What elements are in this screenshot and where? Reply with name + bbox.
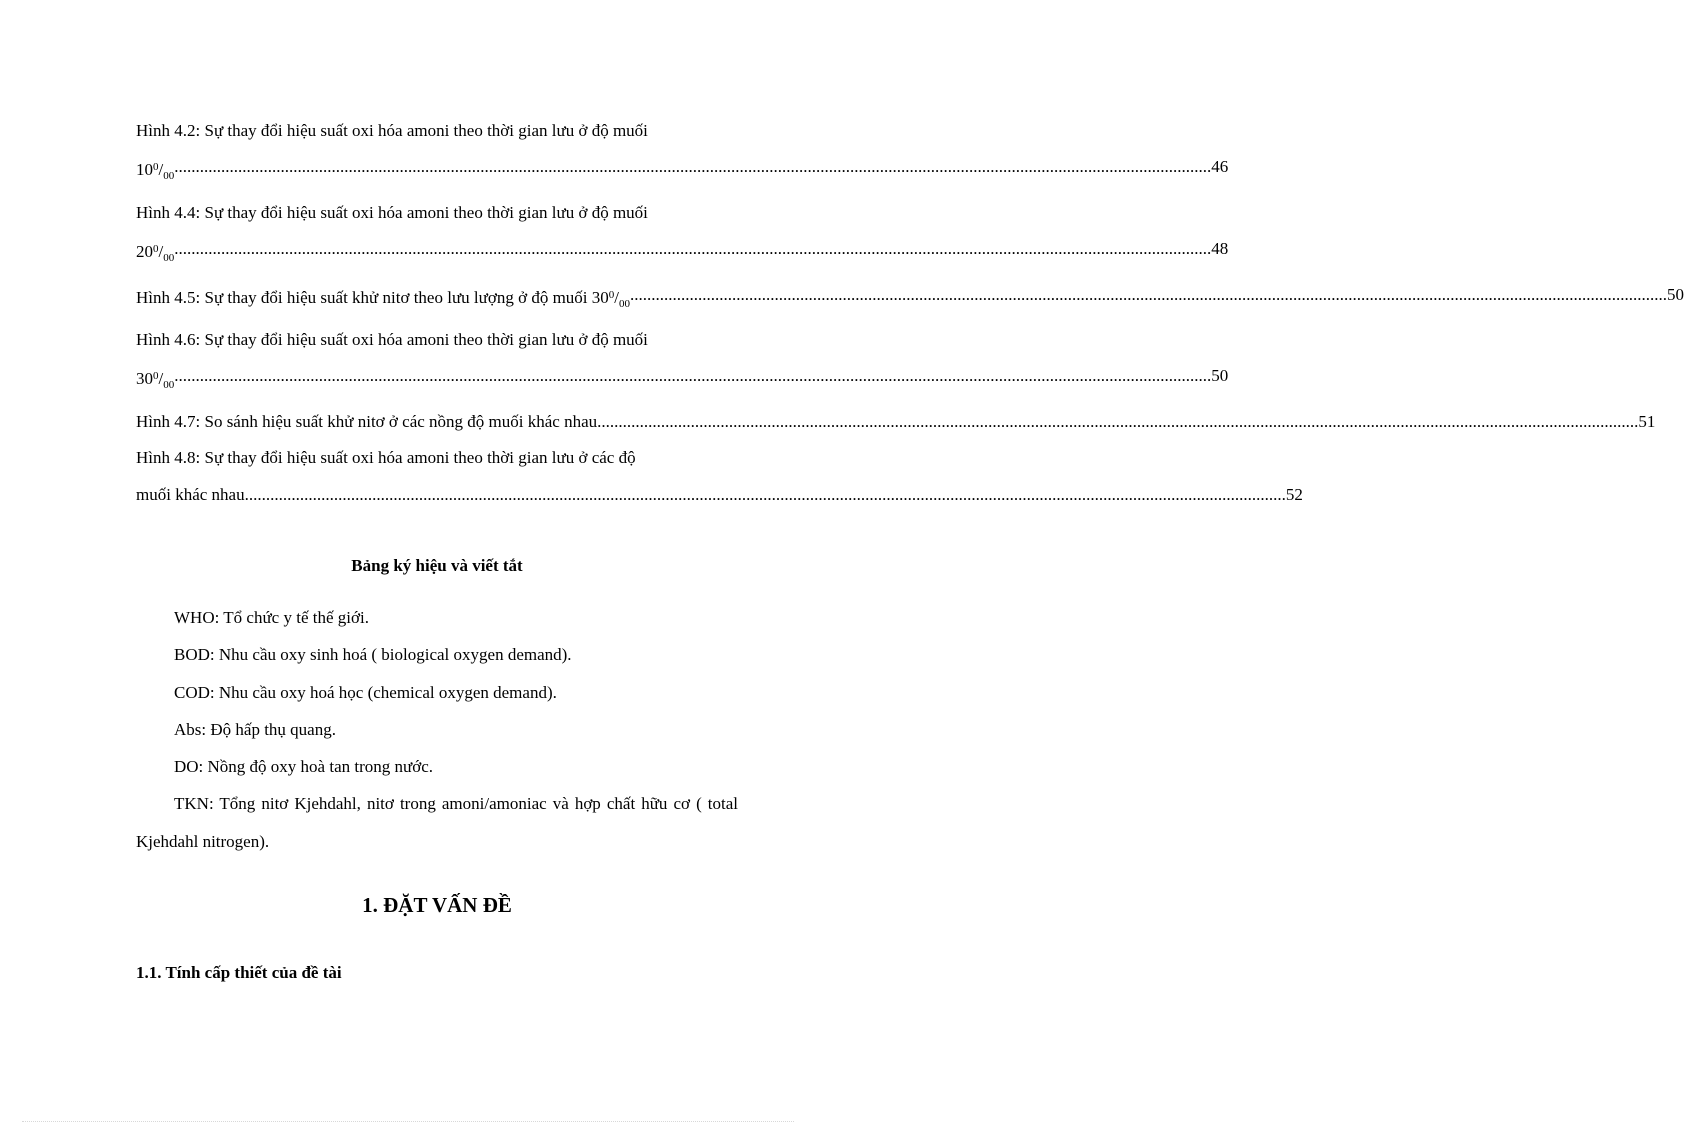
figure-entry[interactable] xyxy=(136,277,1684,322)
page-edge-divider xyxy=(22,1121,794,1122)
abbreviation-item xyxy=(136,748,738,785)
page-number: 52 xyxy=(1285,484,1303,504)
figure-entry[interactable] xyxy=(136,440,1303,513)
abbreviation-item xyxy=(136,711,738,748)
dot-leader: .................................................................................................................................................................................................................................................... xyxy=(174,239,1212,259)
abbreviation-item xyxy=(136,785,738,860)
dot-leader: .................................................................................................................................................................................................................................................... xyxy=(174,157,1212,177)
salinity-value: $20^0/_{00}$ xyxy=(136,242,175,265)
figure-label: Hình 4.5: xyxy=(136,287,201,307)
abbreviations-heading: Bảng ký hiệu và viết tắt xyxy=(351,556,523,575)
page-number: 51 xyxy=(1638,411,1656,431)
abbreviation-term: COD: xyxy=(174,682,215,702)
figure-label: Hình 4.2: xyxy=(136,121,201,140)
salinity-value: $30^0/_{00}$ xyxy=(591,287,630,310)
figure-caption: Sự thay đổi hiệu suất oxi hóa amoni theo thời gian lưu ở độ muối xyxy=(204,121,648,140)
figure-caption: So sánh hiệu suất khử nitơ ở các nồng độ muối khác nhau. xyxy=(204,411,602,431)
dot-leader: .................................................................................................................................................................................................................................................... xyxy=(248,484,1286,504)
abbreviation-term: Abs: xyxy=(174,719,207,739)
figure-caption: Sự thay đổi hiệu suất oxi hóa amoni theo thời gian lưu ở các độ xyxy=(204,448,636,468)
abbreviation-item xyxy=(136,636,738,673)
figure-entry-line2 xyxy=(136,149,1229,194)
figure-entry-line1 xyxy=(136,440,738,476)
figure-entry-line2 xyxy=(136,477,1303,513)
figure-entry[interactable] xyxy=(136,113,1229,195)
figure-label: Hình 4.8: xyxy=(136,448,201,468)
abbreviation-term: BOD: xyxy=(174,645,215,665)
abbreviation-definition: Nồng độ oxy hoà tan trong nước. xyxy=(207,757,434,777)
figure-entry-line2 xyxy=(136,231,1229,276)
list-of-figures xyxy=(136,113,1684,513)
dot-leader: .................................................................................................................................................................................................................................................... xyxy=(601,411,1639,431)
figure-label: Hình 4.6: xyxy=(136,330,201,350)
dot-leader: .................................................................................................................................................................................................................................................... xyxy=(630,284,1667,304)
figure-caption-continued: muối khác nhau. xyxy=(136,484,249,504)
figure-caption: Sự thay đổi hiệu suất oxi hóa amoni theo thời gian lưu ở độ muối xyxy=(204,202,648,222)
dot-leader: .................................................................................................................................................................................................................................................... xyxy=(174,366,1212,386)
abbreviation-item xyxy=(136,599,738,636)
figure-entry-line1 xyxy=(136,277,1684,322)
figure-entry[interactable] xyxy=(136,322,1229,404)
figure-entry-line1 xyxy=(136,113,738,149)
page-number: 48 xyxy=(1211,239,1229,259)
abbreviation-definition: Độ hấp thụ quang. xyxy=(210,719,336,739)
page-number: 50 xyxy=(1667,284,1684,304)
figure-label: Hình 4.4: xyxy=(136,202,201,222)
salinity-value: $10^0/_{00}$ xyxy=(136,160,175,183)
figure-caption: Sự thay đổi hiệu suất oxi hóa amoni theo thời gian lưu ở độ muối xyxy=(204,330,648,350)
figure-entry-line1 xyxy=(136,195,738,231)
figure-entry-line1 xyxy=(136,322,738,358)
abbreviation-definition: Tổ chức y tế thế giới. xyxy=(223,608,369,627)
abbreviation-term: TKN: xyxy=(174,794,214,814)
abbreviation-term: DO: xyxy=(174,757,204,777)
abbreviation-item xyxy=(136,674,738,711)
figure-caption: Sự thay đổi hiệu suất khử nitơ theo lưu lượng ở độ muối xyxy=(204,287,588,307)
figure-entry[interactable] xyxy=(136,404,1656,440)
section-heading: 1. ĐẶT VẤN ĐỀ xyxy=(362,893,512,917)
abbreviation-term: WHO: xyxy=(174,608,220,627)
figure-entry-line2 xyxy=(136,358,1229,403)
abbreviation-definition: Tổng nitơ Kjehdahl, nitơ trong amoni/amoniac và hợp chất hữu cơ ( total Kjehdahl nitrogen). xyxy=(136,794,738,851)
abbreviations-list xyxy=(136,599,738,860)
figure-entry[interactable] xyxy=(136,195,1229,277)
figure-entry-line1 xyxy=(136,404,1656,440)
salinity-value: $30^0/_{00}$ xyxy=(136,369,175,392)
figure-label: Hình 4.7: xyxy=(136,411,201,431)
subsection-heading: 1.1. Tính cấp thiết của đề tài xyxy=(136,963,342,982)
abbreviation-definition: Nhu cầu oxy sinh hoá ( biological oxygen demand). xyxy=(218,645,572,665)
page-number: 46 xyxy=(1211,157,1229,177)
page-number: 50 xyxy=(1211,366,1229,386)
abbreviation-definition: Nhu cầu oxy hoá học (chemical oxygen demand). xyxy=(218,682,557,702)
